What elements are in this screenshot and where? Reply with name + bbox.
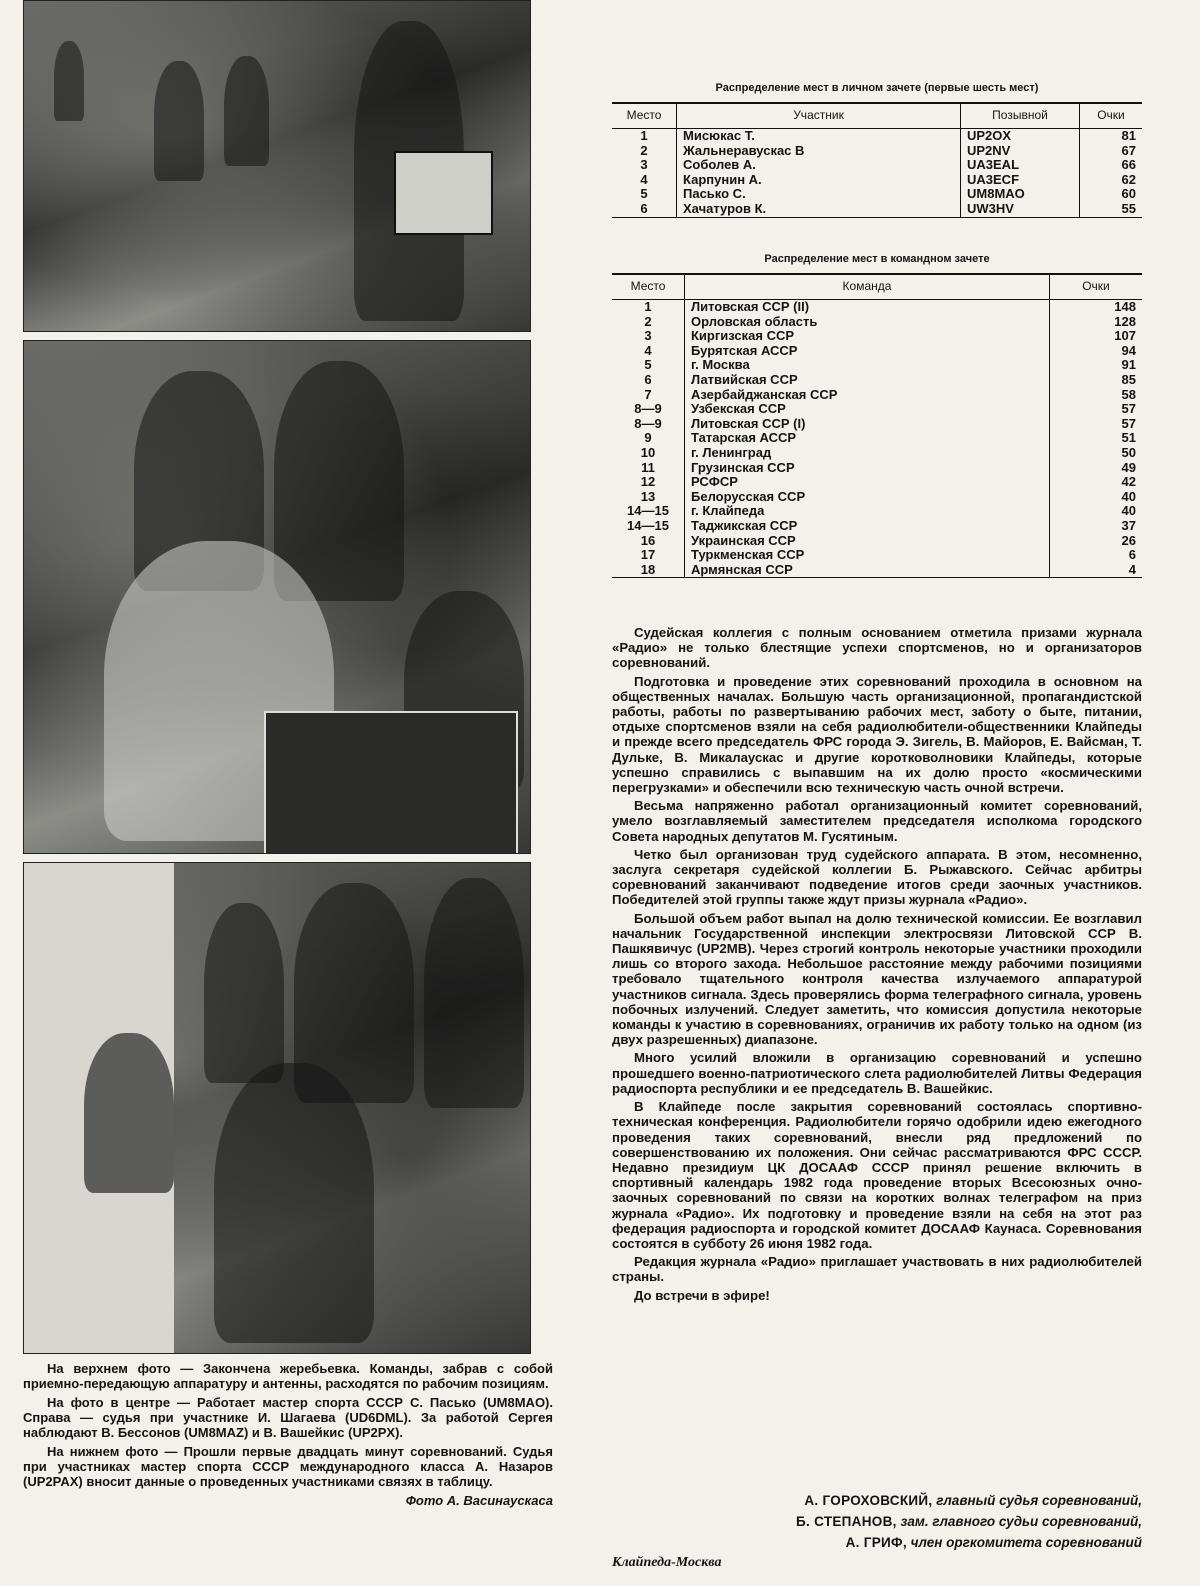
table-cell: 3 (644, 328, 652, 344)
table-cell: Узбекская ССР (685, 402, 1050, 417)
table-cell: 42 (1050, 475, 1143, 490)
signer-name: А. ГОРОХОВСКИЙ, (804, 1493, 933, 1508)
table-row (612, 158, 1142, 173)
col-points: Очки (1080, 103, 1143, 129)
table-cell: 1 (644, 299, 652, 314)
table-row (612, 187, 1142, 202)
table-cell: 8—9 (634, 415, 662, 431)
table-cell: 2 (640, 142, 648, 158)
table-cell: 14—15 (627, 517, 669, 533)
table-row (612, 519, 1142, 534)
table-cell: 7 (644, 386, 652, 402)
table-cell: г. Ленинград (685, 446, 1050, 461)
table-row (612, 504, 1142, 519)
team-standings (612, 253, 1142, 578)
article-body (612, 625, 1142, 1306)
signature-line (612, 1490, 1142, 1511)
table-row (612, 446, 1142, 461)
table-cell: UP2NV (961, 144, 1080, 159)
table-cell: 6 (612, 202, 677, 217)
col-team-place: Место (612, 274, 685, 300)
table-cell: 5 (640, 186, 648, 202)
table-cell: 49 (1050, 461, 1143, 476)
photo-top (23, 0, 531, 332)
table-cell: 6 (644, 371, 652, 387)
article-paragraph: Большой объем работ выпал на долю технической комиссии. Ее возглавил начальник Государственной инспекции электросвязи Литовской ССР В. Пашкявичус (UP2MB). Через строгий контроль некоторые участники проходили лишь со второго захода. Небольшое расстояние между рабочими позициями требовало тщательного контроля качества излучаемого аппаратурой участников сигнала. Здесь проверялись форма телеграфного сигнала, уровень побочных излучений. Следует заметить, что комиссия допустила некоторые команды к участию в соревнованиях, ограничив их работу только на одном (из двух разрешенных) диапазоне. (612, 910, 1142, 1048)
table-cell: 1 (640, 128, 648, 143)
photo-center (23, 340, 531, 854)
table-cell: Туркменская ССР (685, 548, 1050, 563)
table-row (612, 173, 1142, 188)
table-cell: 4 (640, 171, 648, 187)
photo-credit: Фото А. Васинаускаса (405, 1493, 553, 1508)
article-paragraph: Весьма напряженно работал организационный комитет соревнований, умело возглавляемый заместителем председателя исполкома городского Совета народных депутатов М. Гусятиным. (612, 798, 1142, 844)
table-row (612, 548, 1142, 563)
table-cell: 85 (1050, 373, 1143, 388)
table-cell: Пасько С. (677, 187, 961, 202)
table-cell: 8—9 (634, 401, 662, 417)
table-cell: UA3EAL (961, 158, 1080, 173)
table-cell: 11 (641, 459, 655, 475)
table-cell: 13 (640, 488, 656, 504)
table-row (612, 144, 1142, 159)
table-cell: UA3ECF (961, 173, 1080, 188)
article-paragraph: В Клайпеде после закрытия соревнований состоялась спортивно-техническая конференция. Радиолюбители горячо одобрили идею ежегодного проведения таких соревнований, внесли ряд предложений по совершенствованию их положения. Они сейчас рассматриваются ФРС СССР. Недавно президиум ЦК ДОСААФ СССР принял решение включить в спортивный календарь 1982 года проведение вторых Всесоюзных очно-заочных соревнований по связи на коротких волнах телеграфом на приз журнала «Радио». Их подготовку и проведение взяли на себя на этот раз федерация радиоспорта и городской комитет ДОСААФ Каунаса. Соревнования состоятся в субботу 26 июня 1982 года. (612, 1099, 1142, 1251)
table-cell: 4 (644, 342, 652, 358)
personal-table-title: Распределение мест в личном зачете (первые шесть мест) (715, 82, 1039, 94)
table-row (612, 563, 1142, 578)
table-cell: 14—15 (627, 503, 669, 519)
table-cell: 9 (644, 430, 652, 446)
table-cell: Бурятская АССР (685, 344, 1050, 359)
article-paragraph: Редакция журнала «Радио» приглашает участвовать в них радиолюбителей страны. (612, 1254, 1142, 1285)
article-paragraph: Подготовка и проведение этих соревнований проходила в основном на общественных началах. Большую часть организационной, пропагандистской работы, работы по развертыванию рабочих мест, заботу о быте, питании, отдыхе спортсменов взяли на себя радиолюбители-общественники Клайпеды и прежде всего председатель ФРС города Э. Зигель, В. Майоров, Е. Вайсман, Т. Дульке, В. Микалаускас и другие коротковолновики Клайпеды, которые успешно справились с выпавшим на их долю просто «космическими перегрузками» и обеспечили всю техническую часть очной встречи. (612, 673, 1142, 796)
table-cell: Литовская ССР (II) (685, 300, 1050, 315)
table-cell: 81 (1080, 129, 1143, 144)
table-cell: 66 (1080, 158, 1143, 173)
col-callsign: Позывной (961, 103, 1080, 129)
table-cell: 2 (644, 313, 652, 329)
table-cell: 40 (1050, 490, 1143, 505)
signer-role: член оргкомитета соревнований (910, 1535, 1142, 1550)
signature-line (612, 1532, 1142, 1553)
table-cell: 57 (1050, 417, 1143, 432)
table-cell: Грузинская ССР (685, 461, 1050, 476)
col-participant: Участник (677, 103, 961, 129)
table-cell: Киргизская ССР (685, 329, 1050, 344)
table-cell: 51 (1050, 431, 1143, 446)
table-row (612, 315, 1142, 330)
article-paragraph: Много усилий вложили в организацию соревнований и успешно прошедшего военно-патриотического слета радиолюбителей Литвы Федерация радиоспорта республики и ее председатель В. Вашейкис. (612, 1050, 1142, 1096)
article-paragraph: До встречи в эфире! (634, 1287, 770, 1303)
dateline-place: Клайпеда-Москва (612, 1555, 722, 1570)
table-cell: 148 (1050, 300, 1143, 315)
personal-table (612, 102, 1142, 218)
table-cell: Латвийская ССР (685, 373, 1050, 388)
table-cell: Орловская область (685, 315, 1050, 330)
table-row (612, 461, 1142, 476)
table-row (612, 129, 1142, 144)
table-cell: РСФСР (685, 475, 1050, 490)
personal-standings (612, 82, 1142, 218)
table-cell: Литовская ССР (I) (685, 417, 1050, 432)
table-cell: г. Москва (685, 358, 1050, 373)
table-cell: Соболев А. (677, 158, 961, 173)
table-cell: Мисюкас Т. (677, 129, 961, 144)
table-cell: Белорусская ССР (685, 490, 1050, 505)
table-cell: UW3HV (961, 202, 1080, 217)
table-cell: 10 (640, 444, 656, 460)
signer-name: А. ГРИФ, (845, 1535, 907, 1550)
table-cell: 6 (1050, 548, 1143, 563)
table-cell: 37 (1050, 519, 1143, 534)
table-cell: Карпунин А. (677, 173, 961, 188)
table-row (612, 300, 1142, 315)
article-paragraph: Судейская коллегия с полным основанием отметила призами журнала «Радио» не только блестящие успехи спортсменов, но и организаторов соревнований. (612, 625, 1142, 671)
col-place: Место (612, 103, 677, 129)
table-cell: 18 (612, 563, 685, 578)
table-cell: 50 (1050, 446, 1143, 461)
table-cell: Армянская ССР (685, 563, 1050, 578)
table-cell: 26 (1050, 534, 1143, 549)
table-cell: Жальнеравускас В (677, 144, 961, 159)
table-cell: 12 (640, 474, 656, 490)
signer-name: Б. СТЕПАНОВ, (796, 1514, 897, 1529)
table-cell: 40 (1050, 504, 1143, 519)
caption-center: На фото в центре — Работает мастер спорта СССР С. Пасько (UM8MAO). Справа — судья при участнике И. Шагаева (UD6DML). За работой Сергея наблюдают В. Бессонов (UM8MAZ) и В. Вашейкис (UP2PX). (23, 1395, 553, 1440)
signer-role: зам. главного судьи соревнований, (900, 1514, 1142, 1529)
table-cell: 4 (1050, 563, 1143, 578)
table-cell: Хачатуров К. (677, 202, 961, 217)
table-cell: Украинская ССР (685, 534, 1050, 549)
table-row (612, 329, 1142, 344)
table-cell: 5 (644, 357, 652, 373)
table-row (612, 402, 1142, 417)
team-table (612, 273, 1142, 578)
photo-bottom (23, 862, 531, 1354)
table-cell: 55 (1080, 202, 1143, 217)
table-cell: 107 (1050, 329, 1143, 344)
table-cell: UM8MAO (961, 187, 1080, 202)
table-cell: 17 (640, 547, 656, 563)
table-cell: 94 (1050, 344, 1143, 359)
table-cell: UP2OX (961, 129, 1080, 144)
caption-top: На верхнем фото — Закончена жеребьевка. Команды, забрав с собой приемно-передающую аппаратуру и антенны, расходятся по рабочим позициям. (23, 1361, 553, 1391)
table-cell: 16 (640, 532, 656, 548)
table-row (612, 417, 1142, 432)
col-team-points: Очки (1050, 274, 1143, 300)
table-cell: 67 (1080, 144, 1143, 159)
table-cell: 128 (1050, 315, 1143, 330)
table-row (612, 202, 1142, 217)
table-cell: 58 (1050, 388, 1143, 403)
team-table-title: Распределение мест в командном зачете (764, 253, 990, 265)
table-row (612, 344, 1142, 359)
table-row (612, 431, 1142, 446)
article-paragraph: Четко был организован труд судейского аппарата. В этом, несомненно, заслуга секретаря судейской коллегии Б. Рыжавского. Сейчас арбитры соревнований заканчивают подведение итогов среди заочных участников. Победителей этой группы также ждут призы журнала «Радио». (612, 846, 1142, 908)
table-cell: Таджикская ССР (685, 519, 1050, 534)
table-row (612, 534, 1142, 549)
caption-bottom: На нижнем фото — Прошли первые двадцать минут соревнований. Судья при участниках мастер спорта СССР международного класса А. Назаров (UP2PAX) вносит данные о проведенных участниками связях в таблицу. (23, 1444, 553, 1489)
table-row (612, 490, 1142, 505)
table-cell: 57 (1050, 402, 1143, 417)
table-cell: Татарская АССР (685, 431, 1050, 446)
signer-role: главный судья соревнований, (936, 1493, 1142, 1508)
signatures (612, 1490, 1142, 1553)
signature-line (612, 1511, 1142, 1532)
table-cell: г. Клайпеда (685, 504, 1050, 519)
table-row (612, 388, 1142, 403)
table-row (612, 475, 1142, 490)
table-row (612, 373, 1142, 388)
photo-captions (23, 1361, 553, 1508)
table-row (612, 358, 1142, 373)
table-cell: 62 (1080, 173, 1143, 188)
col-team: Команда (685, 274, 1050, 300)
table-cell: 3 (640, 157, 648, 173)
table-cell: 60 (1080, 187, 1143, 202)
table-cell: Азербайджанская ССР (685, 388, 1050, 403)
table-cell: 91 (1050, 358, 1143, 373)
